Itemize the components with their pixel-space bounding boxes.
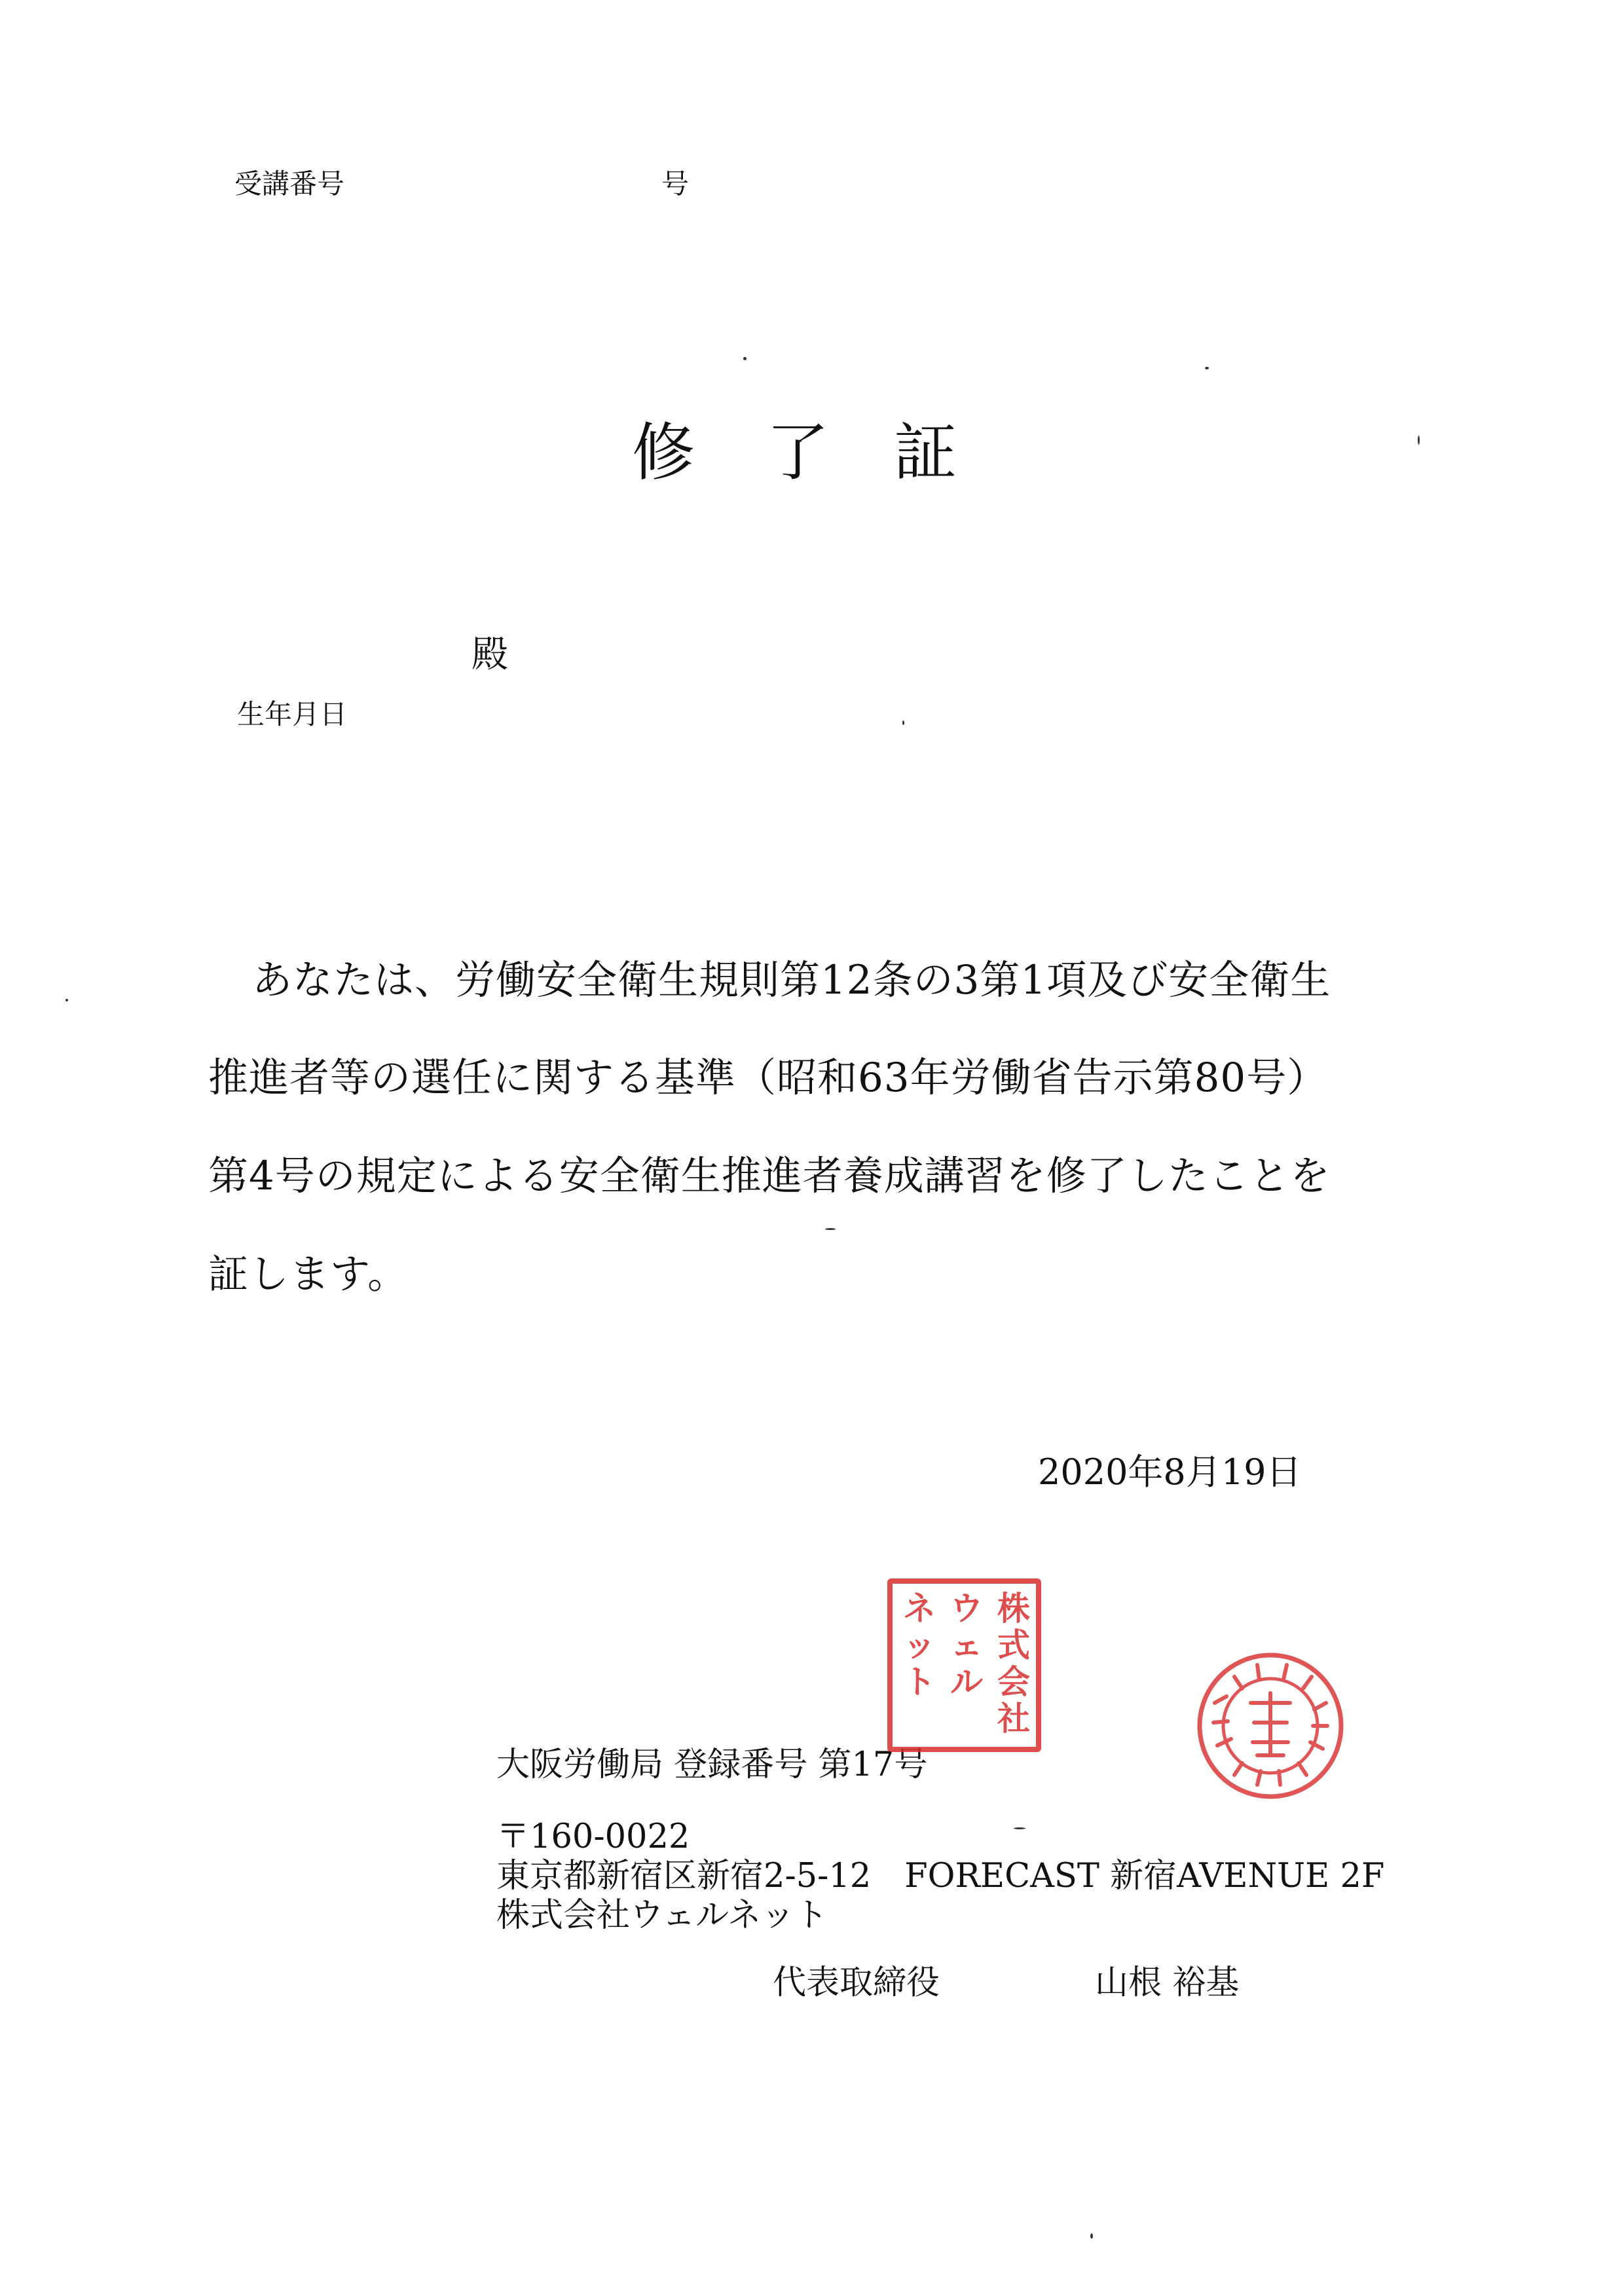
body-line-4: 証します。: [208, 1251, 409, 1297]
receipt-number-suffix: 号: [661, 168, 690, 200]
seal-char: ッ: [903, 1626, 936, 1664]
body-line-3: 第4号の規定による安全衛生推進者養成講習を修了したことを: [208, 1153, 1331, 1199]
title-char-1: 修: [632, 416, 695, 489]
seal-char: ウ: [950, 1589, 983, 1628]
scan-speck: [743, 357, 747, 360]
seal-char: 社: [997, 1699, 1030, 1738]
body-line-2: 推進者等の選任に関する基準（昭和63年労働省告示第80号）: [208, 1054, 1328, 1101]
representative-round-seal: [1195, 1651, 1346, 1801]
scan-speck: [1205, 367, 1209, 369]
seal-char: ネ: [903, 1589, 936, 1628]
address: 東京都新宿区新宿2-5-12 FORECAST 新宿AVENUE 2F: [496, 1857, 1385, 1895]
seal-char: ェ: [950, 1626, 983, 1664]
birthdate-label: 生年月日: [237, 698, 348, 730]
scan-speck: [65, 999, 68, 1001]
company-square-seal: [887, 1578, 1041, 1752]
seal-char: 会: [997, 1662, 1030, 1701]
title-char-3: 証: [894, 416, 957, 489]
seal-char: ル: [950, 1662, 983, 1701]
scan-speck: [902, 720, 904, 725]
title-char-2: 了: [766, 416, 829, 489]
certificate-title: [0, 403, 1624, 488]
company-name: 株式会社ウェルネット: [496, 1896, 828, 1935]
seal-char: 式: [997, 1626, 1030, 1664]
scan-speck: [1418, 436, 1420, 445]
body-line-1: あなたは、労働安全衛生規則第12条の3第1項及び安全衛生: [252, 957, 1331, 1003]
honorific-dono: 殿: [471, 633, 508, 676]
postal-code: 〒160-0022: [496, 1818, 690, 1856]
issue-date: 2020年8月19日: [1038, 1451, 1302, 1493]
representative-role: 代表取締役: [773, 1964, 940, 2002]
scan-speck: [825, 1228, 836, 1230]
scan-speck: [1090, 2233, 1093, 2239]
representative-name: 山根 裕基: [1095, 1964, 1240, 2002]
seal-char: 株: [997, 1589, 1030, 1628]
receipt-number-label: 受講番号: [234, 168, 345, 200]
scan-speck: [1014, 1827, 1025, 1829]
seal-char: ト: [903, 1662, 936, 1701]
registration-number: 大阪労働局 登録番号 第17号: [496, 1745, 928, 1784]
